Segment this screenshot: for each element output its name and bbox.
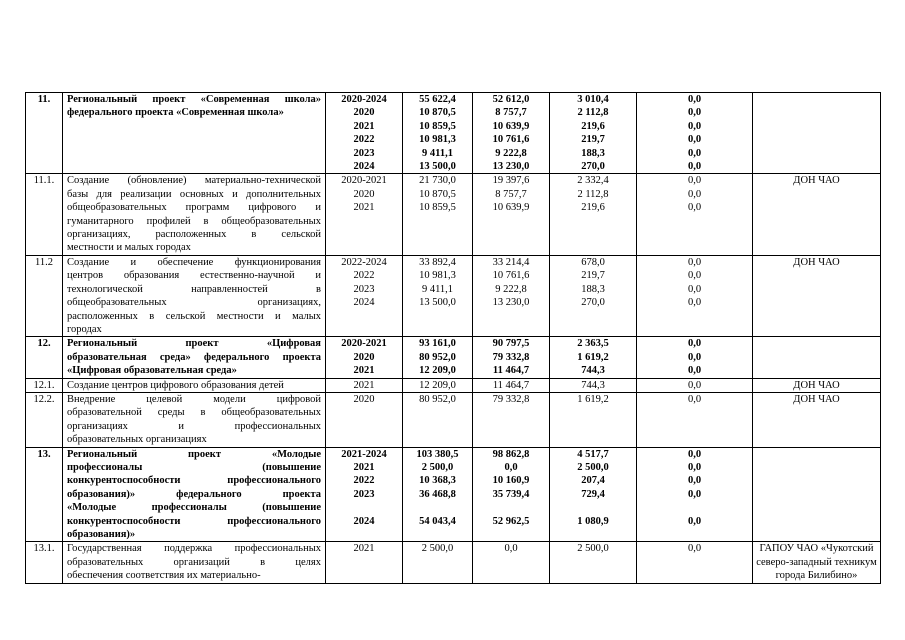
item-name-line: базы для реализации основных и дополнительных [67, 188, 321, 200]
year-value: 2020 [353, 107, 375, 119]
other-cell [637, 255, 753, 336]
item-name-line: гуманитарного профилей в общеобразовательных [67, 215, 321, 227]
regional-cell [550, 337, 637, 378]
item-name-line: Создание (обновление) материально-технической [67, 175, 321, 187]
item-name-line: профессионалы (повышение [67, 461, 321, 473]
executor-cell: ДОН ЧАО [753, 378, 881, 392]
item-name-line: Региональный проект «Цифровая [67, 338, 321, 350]
other-value: 0,0 [687, 161, 702, 173]
other-value: 0,0 [687, 351, 702, 363]
year-value: 2021 [353, 365, 375, 377]
federal-value: 33 214,4 [492, 256, 530, 268]
total-value: 10 859,5 [419, 202, 456, 214]
year-cell [326, 542, 403, 583]
regional-value: 188,3 [581, 147, 605, 159]
item-name-line: образовательных организациях [67, 434, 207, 446]
executor-cell [753, 447, 881, 542]
item-name-line: обеспечения соответствия их материально- [67, 570, 261, 582]
other-value: 0,0 [687, 297, 702, 309]
federal-value: 9 222,8 [495, 147, 527, 159]
other-cell [637, 378, 753, 392]
item-number: 12.1. [26, 378, 63, 392]
federal-cell [473, 542, 550, 583]
item-name-line: общеобразовательных программ цифрового и [67, 202, 321, 214]
item-name-line: расположенных в сельской местности и малых [67, 310, 321, 322]
item-name-line: конкурентоспособности профессионального [67, 515, 321, 527]
regional-cell [550, 174, 637, 255]
item-name-line: организациях, расположенных в сельской [67, 229, 321, 241]
regional-value: 1 080,9 [577, 515, 609, 527]
item-name-line: образования)» федерального проекта [67, 488, 321, 500]
federal-value: 98 862,8 [492, 448, 530, 460]
year-value: 2021 [353, 461, 375, 473]
year-cell [326, 378, 403, 392]
table-row [26, 337, 881, 378]
total-value: 33 892,4 [419, 256, 456, 268]
other-value: 0,0 [687, 94, 702, 105]
total-value: 2 500,0 [421, 461, 454, 473]
other-value: 0,0 [687, 107, 702, 119]
item-number: 11.1. [26, 174, 63, 255]
federal-value: 52 962,5 [492, 515, 530, 527]
total-value [403, 501, 472, 514]
item-name-line: городах [67, 323, 102, 335]
regional-value: 219,6 [581, 202, 605, 214]
federal-cell [473, 337, 550, 378]
year-value: 2024 [353, 297, 375, 309]
federal-value: 11 464,7 [492, 365, 530, 377]
year-value: 2024 [353, 161, 375, 173]
other-value: 0,0 [687, 461, 702, 473]
total-value: 12 209,0 [419, 379, 456, 391]
year-value: 2022-2024 [341, 256, 387, 268]
item-name-line: Региональный проект «Современная школа» [67, 94, 321, 105]
item-name-line: Внедрение целевой модели цифровой [67, 393, 321, 405]
year-cell [326, 447, 403, 542]
year-cell [326, 174, 403, 255]
other-value: 0,0 [687, 338, 702, 350]
year-value: 2020-2021 [341, 175, 387, 187]
item-number: 13.1. [26, 542, 63, 583]
table-row [26, 542, 881, 583]
executor-cell: ГАПОУ ЧАО «Чукотский северо-западный техникум города Билибино» [753, 542, 881, 583]
federal-value: 11 464,7 [492, 379, 530, 391]
regional-value: 2 112,8 [577, 107, 609, 119]
regional-value: 1 619,2 [577, 393, 609, 405]
item-name-line: образовательной среды в общеобразовательных [67, 407, 321, 419]
other-value: 0,0 [687, 543, 702, 555]
total-value: 80 952,0 [419, 393, 456, 405]
year-value: 2024 [353, 515, 375, 527]
table-row [26, 447, 881, 542]
regional-value: 188,3 [581, 283, 605, 295]
other-value: 0,0 [687, 202, 702, 214]
executor-cell: ДОН ЧАО [753, 392, 881, 447]
item-name-line: Государственная поддержка профессиональных [67, 543, 321, 555]
year-cell [326, 93, 403, 174]
federal-cell [473, 255, 550, 336]
item-name [63, 392, 326, 447]
total-value: 54 043,4 [419, 515, 456, 527]
total-value: 13 500,0 [419, 297, 456, 309]
total-value: 103 380,5 [416, 448, 459, 460]
other-value: 0,0 [687, 448, 702, 460]
item-name-line: центров образования естественно-научной и [67, 270, 321, 282]
total-value: 93 161,0 [419, 338, 456, 350]
year-value: 2021-2024 [341, 448, 387, 460]
total-value: 12 209,0 [419, 365, 456, 377]
total-value: 9 411,1 [422, 147, 453, 159]
year-cell [326, 255, 403, 336]
year-value: 2020-2021 [341, 338, 387, 350]
federal-value: 10 761,6 [492, 270, 530, 282]
total-value: 55 622,4 [419, 94, 456, 105]
item-name-line: местности и малых городах [67, 242, 191, 254]
table-row [26, 93, 881, 174]
item-name [63, 255, 326, 336]
year-value [326, 501, 402, 514]
item-name [63, 93, 326, 174]
federal-value: 8 757,7 [495, 107, 527, 119]
federal-value: 10 160,9 [492, 475, 530, 487]
other-cell [637, 392, 753, 447]
total-value: 10 981,3 [419, 134, 456, 146]
other-cell [637, 447, 753, 542]
federal-value: 0,0 [504, 461, 518, 473]
regional-value: 2 500,0 [577, 461, 609, 473]
year-value: 2021 [353, 120, 375, 132]
regional-cell [550, 542, 637, 583]
item-name-line: Создание центров цифрового образования детей [67, 379, 284, 391]
item-name-line: технологической направленностей в [67, 283, 321, 295]
federal-value: 79 332,8 [492, 351, 530, 363]
federal-value: 0,0 [504, 543, 518, 555]
total-cell [403, 255, 473, 336]
other-value: 0,0 [687, 134, 702, 146]
federal-value: 13 230,0 [492, 297, 530, 309]
item-number: 11. [26, 93, 63, 174]
table-row [26, 378, 881, 392]
federal-value [473, 501, 549, 514]
regional-value: 678,0 [581, 256, 605, 268]
year-value: 2023 [353, 147, 375, 159]
regional-value: 2 332,4 [577, 175, 609, 187]
executor-cell [753, 93, 881, 174]
item-name-line: организациях и профессиональных [67, 420, 321, 432]
federal-value: 52 612,0 [492, 94, 530, 105]
item-name [63, 447, 326, 542]
executor-cell: ДОН ЧАО [753, 255, 881, 336]
year-value: 2023 [353, 488, 375, 500]
regional-value: 729,4 [581, 488, 605, 500]
regional-value: 3 010,4 [577, 94, 609, 105]
other-cell [637, 542, 753, 583]
federal-value: 79 332,8 [492, 393, 530, 405]
total-value: 2 500,0 [421, 543, 454, 555]
regional-cell [550, 255, 637, 336]
federal-cell [473, 447, 550, 542]
year-value: 2022 [353, 134, 375, 146]
year-value: 2020 [353, 351, 375, 363]
federal-cell [473, 174, 550, 255]
regional-cell [550, 378, 637, 392]
total-value: 10 870,5 [419, 188, 456, 200]
regional-cell [550, 93, 637, 174]
regional-value: 270,0 [581, 297, 605, 309]
table-row [26, 174, 881, 255]
other-value: 0,0 [687, 515, 702, 527]
executor-cell [753, 337, 881, 378]
year-value: 2020 [353, 188, 375, 200]
item-name-line: «Цифровая образовательная среда» [67, 365, 237, 377]
federal-cell [473, 378, 550, 392]
federal-value: 90 797,5 [492, 338, 530, 350]
executor-cell: ДОН ЧАО [753, 174, 881, 255]
total-cell [403, 93, 473, 174]
regional-value: 4 517,7 [577, 448, 609, 460]
regional-value: 2 112,8 [577, 188, 609, 200]
regional-value: 219,6 [581, 120, 605, 132]
year-cell [326, 337, 403, 378]
total-cell [403, 447, 473, 542]
table-row [26, 392, 881, 447]
other-value: 0,0 [687, 365, 702, 377]
federal-cell [473, 392, 550, 447]
program-funding-table [25, 92, 881, 584]
year-value: 2021 [353, 379, 375, 391]
total-value: 36 468,8 [419, 488, 456, 500]
item-name-line: образовательная среда» федерального проекта [67, 351, 321, 363]
other-value: 0,0 [687, 188, 702, 200]
other-value [637, 501, 752, 514]
other-value: 0,0 [687, 175, 702, 187]
total-value: 13 500,0 [419, 161, 456, 173]
regional-value: 744,3 [581, 379, 605, 391]
item-name-line: Создание и обеспечение функционирования [67, 256, 321, 268]
federal-value: 10 761,6 [492, 134, 530, 146]
total-value: 80 952,0 [419, 351, 456, 363]
item-name [63, 337, 326, 378]
other-value: 0,0 [687, 283, 702, 295]
federal-value: 35 739,4 [492, 488, 530, 500]
item-name-line: федерального проекта «Современная школа» [67, 107, 284, 119]
item-name-line: образования)» [67, 529, 136, 540]
total-cell [403, 378, 473, 392]
year-value: 2022 [353, 270, 375, 282]
regional-cell [550, 392, 637, 447]
other-cell [637, 93, 753, 174]
total-value: 10 870,5 [419, 107, 456, 119]
item-name-line: «Молодые профессионалы (повышение [67, 502, 321, 514]
total-value: 10 981,3 [419, 270, 456, 282]
item-name-line: общеобразовательных организациях, [67, 297, 321, 309]
federal-value: 10 639,9 [492, 120, 530, 132]
total-cell [403, 337, 473, 378]
federal-value: 13 230,0 [492, 161, 530, 173]
other-value: 0,0 [687, 120, 702, 132]
regional-value: 1 619,2 [577, 351, 609, 363]
item-name [63, 174, 326, 255]
item-number: 11.2 [26, 255, 63, 336]
total-cell [403, 174, 473, 255]
total-value: 10 859,5 [419, 120, 456, 132]
other-value: 0,0 [687, 475, 702, 487]
year-value: 2021 [353, 543, 375, 555]
regional-value [550, 501, 636, 514]
item-name [63, 378, 326, 392]
other-value: 0,0 [687, 488, 702, 500]
year-value: 2022 [353, 475, 375, 487]
regional-value: 744,3 [581, 365, 605, 377]
year-value: 2023 [353, 283, 375, 295]
total-cell [403, 542, 473, 583]
total-cell [403, 392, 473, 447]
regional-cell [550, 447, 637, 542]
regional-value: 270,0 [581, 161, 605, 173]
other-value: 0,0 [687, 379, 702, 391]
year-value: 2020-2024 [341, 94, 387, 105]
federal-value: 8 757,7 [495, 188, 527, 200]
total-value: 10 368,3 [419, 475, 456, 487]
federal-value: 19 397,6 [492, 175, 530, 187]
other-value: 0,0 [687, 270, 702, 282]
regional-value: 219,7 [581, 134, 605, 146]
table-row [26, 255, 881, 336]
regional-value: 2 500,0 [577, 543, 609, 555]
other-cell [637, 337, 753, 378]
item-number: 12.2. [26, 392, 63, 447]
federal-cell [473, 93, 550, 174]
item-number: 13. [26, 447, 63, 542]
federal-value: 10 639,9 [492, 202, 530, 214]
other-value: 0,0 [687, 256, 702, 268]
year-value: 2020 [353, 393, 375, 405]
year-cell [326, 392, 403, 447]
regional-value: 219,7 [581, 270, 605, 282]
other-cell [637, 174, 753, 255]
other-value: 0,0 [687, 147, 702, 159]
item-number: 12. [26, 337, 63, 378]
other-value: 0,0 [687, 393, 702, 405]
item-name-line: конкурентоспособности профессионального [67, 475, 321, 487]
item-name [63, 542, 326, 583]
total-value: 9 411,1 [421, 283, 454, 295]
item-name-line: Региональный проект «Молодые [67, 448, 321, 460]
regional-value: 2 363,5 [577, 338, 609, 350]
item-name-line: образовательных организаций в целях [67, 556, 321, 568]
year-value: 2021 [353, 202, 375, 214]
federal-value: 9 222,8 [495, 283, 527, 295]
regional-value: 207,4 [581, 475, 605, 487]
total-value: 21 730,0 [419, 175, 456, 187]
